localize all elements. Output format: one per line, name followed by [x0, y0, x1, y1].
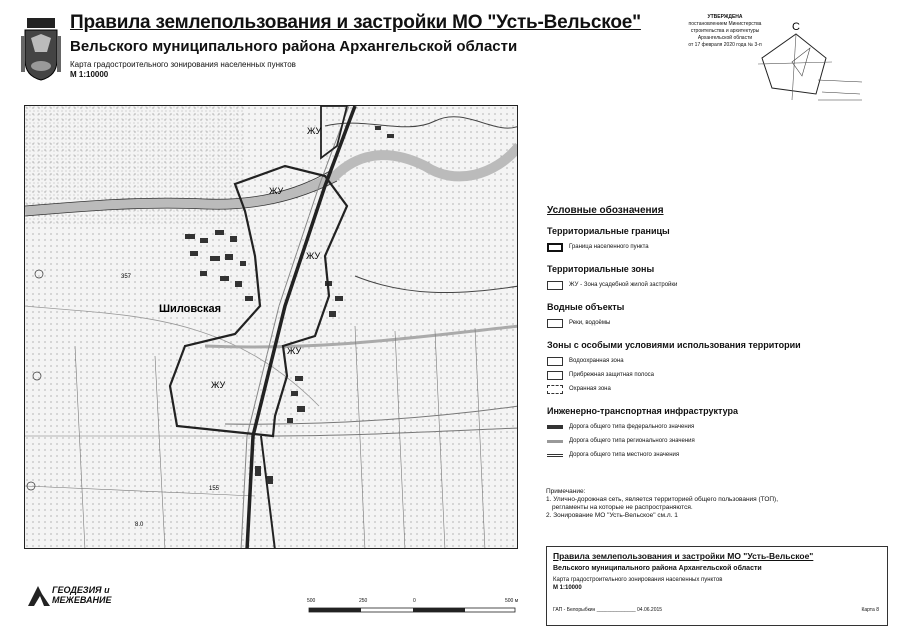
regional-road-symbol-icon: [547, 440, 563, 443]
border-symbol-icon: [547, 243, 563, 252]
legend-item: [547, 448, 847, 462]
company-logo-icon: [26, 582, 52, 608]
legend-item-label: ЖУ - Зона усадебной жилой застройки: [569, 282, 678, 288]
legend-section-title: Территориальные границы: [547, 226, 670, 236]
stamp-signature: ГАП - Белорыбкин ______________ 04.06.2015: [553, 607, 663, 613]
legend-item: [547, 382, 847, 396]
legend-item-label: Реки, водоёмы: [569, 320, 611, 326]
legend-item: [547, 434, 847, 448]
parcel-number: 155: [209, 486, 220, 492]
notes-item: 1. Улично-дорожная сеть, является территорией общего пользования (ТОП),: [546, 496, 779, 503]
legend-item: [547, 278, 847, 292]
legend-item-label: Охранная зона: [569, 386, 611, 392]
legend-item: [547, 420, 847, 434]
zone-label: ЖУ: [211, 380, 226, 390]
parcel-number: 357: [121, 274, 132, 280]
legend-item: [547, 354, 847, 368]
map-drawing: [25, 106, 518, 549]
parcel-number: 8.0: [135, 522, 144, 528]
stamp-sheet: Карта 8: [861, 607, 879, 613]
stamp-subtitle: Вельского муниципального района Архангельской области: [553, 565, 762, 572]
legend-item-label: Дорога общего типа регионального значения: [569, 438, 695, 444]
stamp-scale: М 1:10000: [553, 585, 582, 591]
company-name-line: ГЕОДЕЗИЯ и: [52, 585, 110, 595]
stamp-map-name: Карта градостроительного зонирования населенных пунктов: [553, 577, 723, 583]
legend-item-label: Водоохранная зона: [569, 358, 624, 364]
approval-line: постановлением Министерства: [688, 21, 762, 27]
document-title: Правила землепользования и застройки МО "Усть-Вельское": [70, 12, 641, 33]
map-name: Карта градостроительного зонирования населенных пунктов: [70, 60, 296, 69]
notes-item: регламенты на которые не распространяются.: [552, 504, 693, 511]
scale-label: 250: [359, 598, 368, 604]
legend-item: [547, 368, 847, 382]
zone-symbol-icon: [547, 281, 563, 290]
zone-label: ЖУ: [307, 126, 322, 136]
settlement-name: Шиловская: [159, 303, 222, 315]
legend-title: Условные обозначения: [547, 205, 664, 216]
legend-section-title: Инженерно-транспортная инфраструктура: [547, 406, 738, 416]
legend-item-label: Дорога общего типа местного значения: [569, 452, 680, 458]
approval-line: от 17 февраля 2020 года № 3-п: [688, 42, 762, 48]
local-road-symbol-icon: [547, 454, 563, 457]
protection-zone-symbol-icon: [547, 385, 563, 394]
legend-section-title: Водные объекты: [547, 302, 625, 312]
legend: [547, 205, 847, 462]
stamp-title: Правила землепользования и застройки МО "Усть-Вельское": [553, 551, 814, 561]
coastal-strip-symbol-icon: [547, 371, 563, 380]
scale-bar: [305, 598, 525, 618]
legend-item: [547, 240, 847, 254]
scale-label: 500 м: [505, 598, 519, 604]
legend-item-label: Прибрежная защитная полоса: [569, 372, 655, 378]
zone-label: ЖУ: [287, 346, 302, 356]
title-block: [546, 546, 888, 626]
scale-label: 0: [413, 598, 416, 604]
document-subtitle: Вельского муниципального района Архангельской области: [70, 38, 518, 55]
scale-label: 500: [307, 598, 316, 604]
coat-of-arms-icon: [17, 16, 65, 82]
zone-label: ЖУ: [306, 251, 321, 261]
water-symbol-icon: [547, 319, 563, 328]
wind-rose-icon: [752, 18, 872, 108]
approval-line: строительства и архитектуры: [690, 28, 760, 34]
notes-item: 2. Зонирование МО "Усть-Вельское" см.л. 1: [546, 512, 678, 519]
legend-item-label: Граница населенного пункта: [569, 244, 649, 250]
map-frame: [24, 105, 518, 549]
company-name: [52, 585, 111, 605]
legend-section-title: Территориальные зоны: [547, 264, 655, 274]
legend-item: [547, 316, 847, 330]
legend-item-label: Дорога общего типа федерального значения: [569, 424, 695, 430]
notes-heading: Примечание:: [546, 488, 586, 495]
compass-north-label: С: [792, 21, 800, 33]
approval-line: Архангельской области: [697, 35, 753, 41]
approval-heading: УТВЕРЖДЕНА: [707, 14, 743, 20]
water-protection-symbol-icon: [547, 357, 563, 366]
legend-section-title: Зоны с особыми условиями использования территории: [547, 340, 801, 350]
federal-road-symbol-icon: [547, 425, 563, 429]
zone-label: ЖУ: [269, 186, 284, 196]
map-scale: М 1:10000: [70, 70, 109, 79]
company-name-line: МЕЖЕВАНИЕ: [52, 595, 112, 605]
notes-block: [546, 488, 836, 520]
